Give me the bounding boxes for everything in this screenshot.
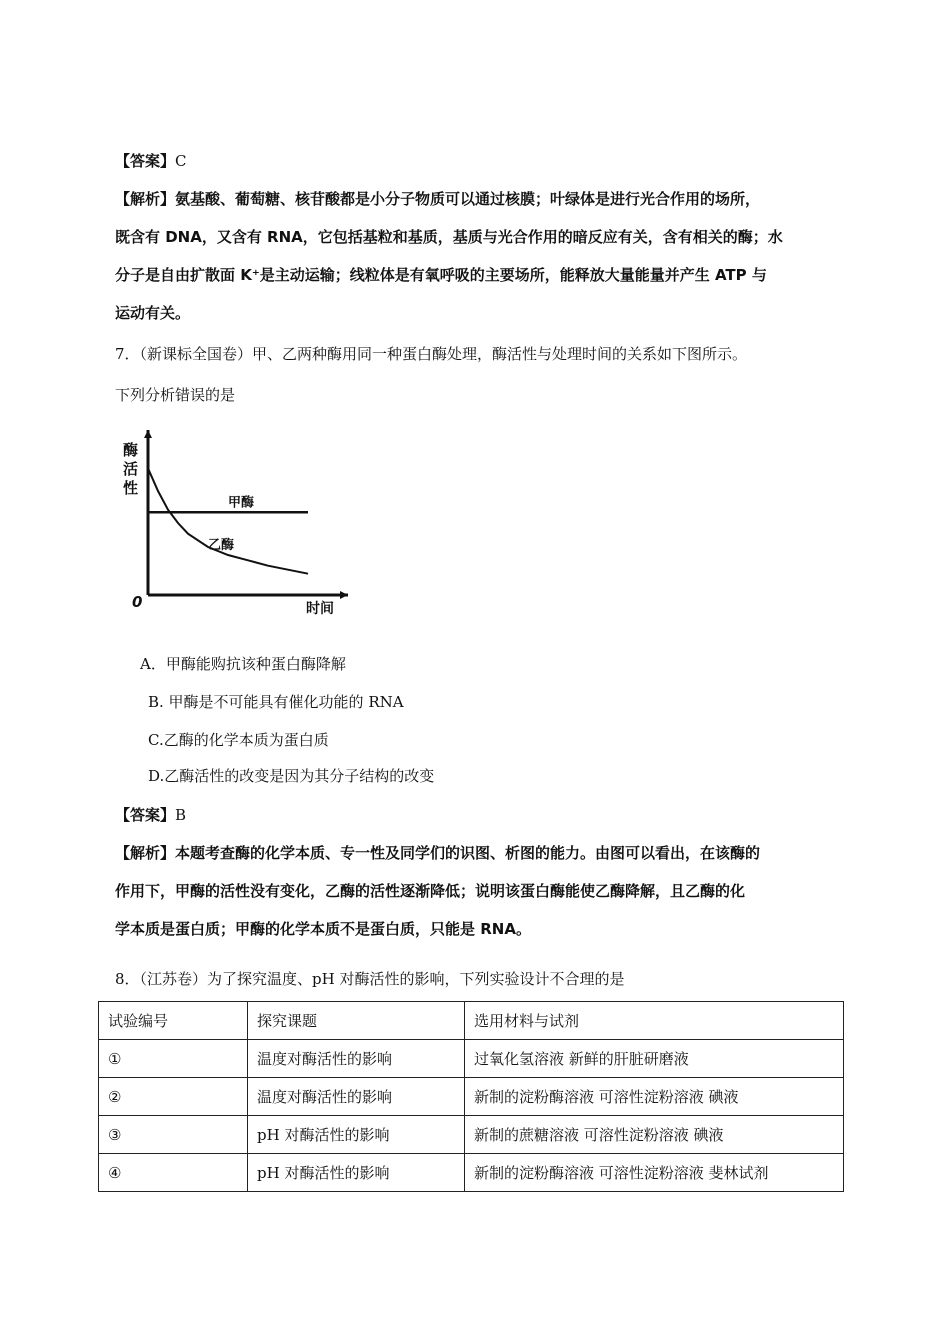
option-d: D.乙酶活性的改变是因为其分子结构的改变 [148, 767, 435, 785]
question-7-stem: 7．（新课标全国卷）甲、乙两种酶用同一种蛋白酶处理，酶活性与处理时间的关系如下图所示。 [115, 345, 748, 363]
analysis-label: 【解析】 [115, 844, 176, 862]
answer-label: 【答案】 [115, 152, 176, 170]
table-row [99, 1154, 844, 1192]
analysis-line-2: 既含有 DNA，又含有 RNA，它包括基粒和基质，基质与光合作用的暗反应有关，含有相关的酶；水 [115, 228, 783, 246]
chart-labels [123, 441, 334, 615]
analysis2-line-3: 学本质是蛋白质；甲酶的化学本质不是蛋白质，只能是 RNA。 [115, 920, 531, 938]
question-8-stem: 8．（江苏卷）为了探究温度、pH 对酶活性的影响，下列实验设计不合理的是 [115, 970, 625, 988]
answer-value: B [175, 806, 187, 824]
table-row [99, 1040, 844, 1078]
series-label: 甲酶 [228, 495, 255, 511]
y-axis-arrow [144, 430, 152, 438]
x-axis-label: 时间 [306, 601, 334, 615]
analysis-line-1: 【解析】氨基酸、葡萄糖、核苷酸都是小分子物质可以通过核膜；叶绿体是进行光合作用的场所， [115, 190, 761, 208]
series-label: 乙酶 [208, 538, 235, 553]
enzyme-activity-chart [118, 425, 368, 615]
answer-label: 【答案】 [115, 806, 176, 824]
table-cell: pH 对酶活性的影响 [248, 1116, 465, 1154]
y-axis-label-char: 性 [123, 479, 139, 497]
experiment-table [98, 1001, 844, 1192]
table-header: 探究课题 [248, 1002, 465, 1040]
question-7-prompt: 下列分析错误的是 [115, 386, 236, 404]
table-cell: 温度对酶活性的影响 [248, 1078, 465, 1116]
table-cell: 新制的淀粉酶溶液 可溶性淀粉溶液 碘液 [465, 1078, 844, 1116]
analysis2-line-2: 作用下，甲酶的活性没有变化，乙酶的活性逐渐降低；说明该蛋白酶能使乙酶降解，且乙酶的化 [115, 882, 746, 900]
table-cell: 新制的蔗糖溶液 可溶性淀粉溶液 碘液 [465, 1116, 844, 1154]
table-cell: ③ [99, 1116, 248, 1154]
table-cell: 过氧化氢溶液 新鲜的肝脏研磨液 [465, 1040, 844, 1078]
option-b: B. 甲酶是不可能具有催化功能的 RNA [148, 693, 404, 711]
table-row [99, 1116, 844, 1154]
chart-axes [144, 430, 348, 599]
x-axis-arrow [340, 591, 348, 599]
table-cell: 温度对酶活性的影响 [248, 1040, 465, 1078]
y-axis-label-char: 活 [123, 460, 139, 478]
chart-series [148, 468, 308, 573]
analysis-line-3: 分子是自由扩散面 K⁺是主动运输；线粒体是有氧呼吸的主要场所，能释放大量能量并产生 ATP 与 [115, 266, 767, 284]
table-cell: 新制的淀粉酶溶液 可溶性淀粉溶液 斐林试剂 [465, 1154, 844, 1192]
origin-label: 0 [132, 593, 143, 611]
table-cell: pH 对酶活性的影响 [248, 1154, 465, 1192]
table-header: 试验编号 [99, 1002, 248, 1040]
option-a: A．甲酶能购抗该种蛋白酶降解 [140, 655, 346, 673]
table-header-row [99, 1002, 844, 1040]
answer-line-2 [115, 804, 186, 825]
analysis-label: 【解析】 [115, 190, 176, 208]
table-row [99, 1078, 844, 1116]
answer-value: C [175, 152, 187, 170]
table-cell: ② [99, 1078, 248, 1116]
answer-line [115, 150, 187, 171]
table-cell: ① [99, 1040, 248, 1078]
table-cell: ④ [99, 1154, 248, 1192]
series-line-2 [148, 468, 308, 573]
y-axis-label-char: 酶 [123, 441, 139, 459]
option-c: C.乙酶的化学本质为蛋白质 [148, 731, 329, 749]
table-header: 选用材料与试剂 [465, 1002, 844, 1040]
analysis2-line-1: 【解析】本题考查酶的化学本质、专一性及同学们的识图、析图的能力。由图可以看出，在该酶的 [115, 844, 761, 862]
analysis-line-4: 运动有关。 [115, 304, 191, 322]
